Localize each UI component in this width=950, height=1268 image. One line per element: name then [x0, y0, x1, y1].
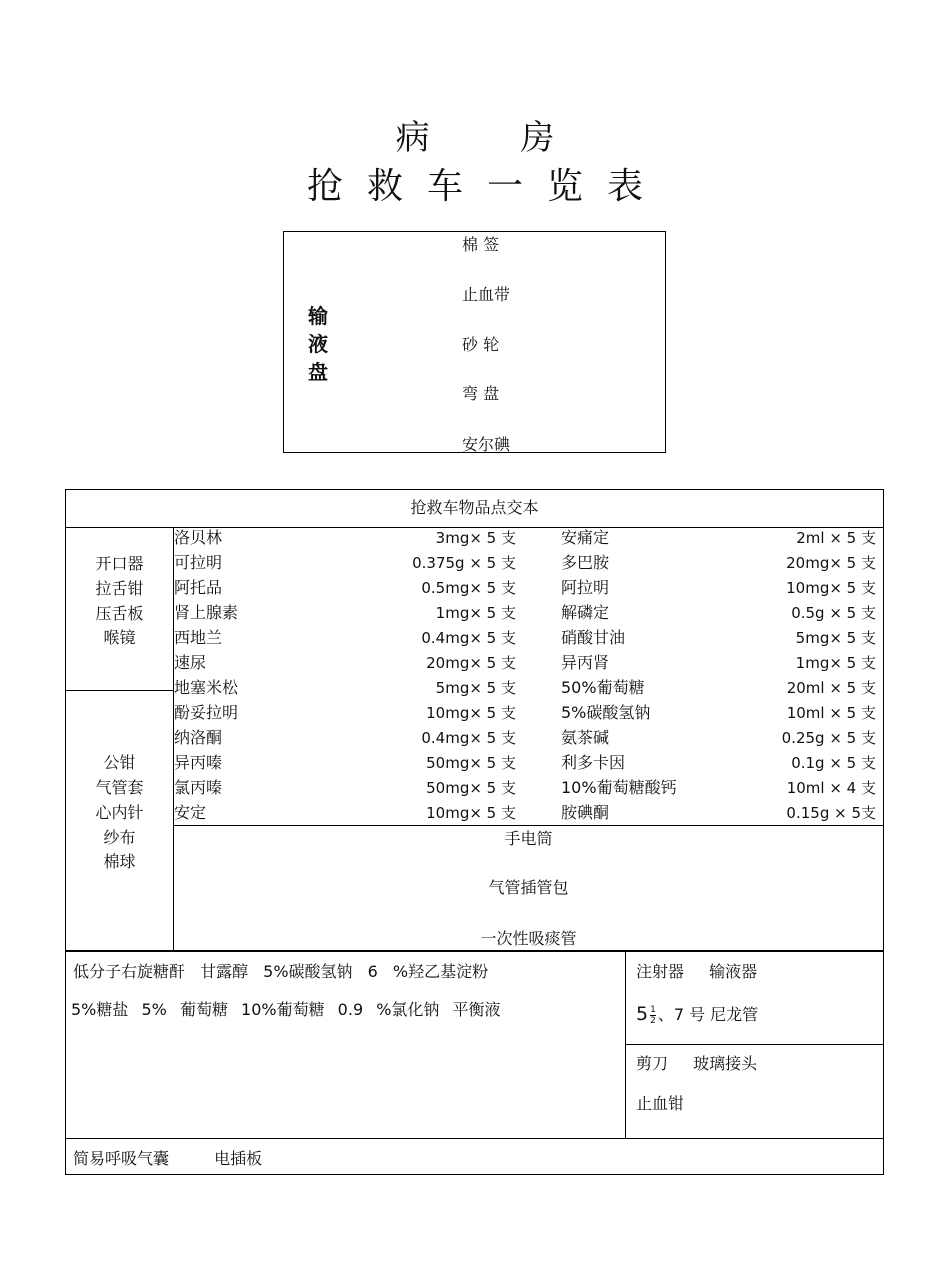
infusion-tray-label: 输液盘	[308, 304, 328, 384]
drug-dose: 1mg× 5 支	[435, 604, 516, 622]
drug-name: 西地兰	[174, 628, 223, 647]
drug-name: 速尿	[174, 653, 207, 672]
drug-name: 利多卡因	[561, 753, 626, 772]
drug-dose: 50mg× 5 支	[426, 779, 516, 797]
drug-name: 肾上腺素	[174, 603, 239, 622]
drug-dose: 10ml × 4 支	[786, 779, 876, 797]
needle-size-fraction	[650, 1005, 656, 1026]
drug-name: 氯丙嗪	[174, 778, 223, 797]
drug-dose: 10ml × 5 支	[786, 704, 876, 722]
tool-item: 公钳	[103, 753, 136, 772]
drug-dose: 0.4mg× 5 支	[421, 729, 516, 747]
drug-name: 异丙嗪	[174, 753, 223, 772]
bottom-line: 简易呼吸气囊 电插板	[73, 1149, 263, 1168]
drug-dose: 0.5mg× 5 支	[421, 579, 516, 597]
drug-dose: 10mg× 5 支	[426, 804, 516, 822]
drug-name: 异丙肾	[561, 653, 610, 672]
tools-line: 剪刀 玻璃接头	[636, 1054, 758, 1073]
drug-name: 洛贝林	[174, 528, 223, 547]
tool-item: 喉镜	[103, 628, 136, 647]
checklist-table	[65, 489, 884, 1175]
fluids-line: 低分子右旋糖酐 甘露醇 5%碳酸氢钠 6 %羟乙基淀粉	[73, 962, 489, 981]
drug-dose: 3mg× 5 支	[435, 529, 516, 547]
tray-item: 弯 盘	[462, 384, 500, 403]
drug-name: 多巴胺	[561, 553, 610, 572]
needle-size-prefix: 5	[636, 1003, 649, 1025]
drug-dose: 0.1g × 5 支	[791, 754, 876, 772]
drug-name: 解磷定	[561, 603, 610, 622]
tool-item: 拉舌钳	[95, 579, 144, 598]
tool-item: 开口器	[95, 554, 144, 573]
needle-sizes	[636, 1004, 758, 1026]
tools-line: 止血钳	[636, 1094, 685, 1113]
drug-name: 纳洛酮	[174, 728, 223, 747]
divider	[66, 690, 174, 691]
page-title-cart-list: 抢救车一览表	[306, 166, 667, 207]
drug-dose: 20mg× 5 支	[786, 554, 876, 572]
fraction-denominator: 2	[650, 1016, 656, 1026]
drug-name: 可拉明	[174, 553, 223, 572]
drug-name: 胺碘酮	[561, 803, 610, 822]
drug-dose: 2ml × 5 支	[796, 529, 876, 547]
tray-item: 砂 轮	[462, 335, 500, 354]
drug-name: 氨茶碱	[561, 728, 610, 747]
divider	[173, 825, 883, 826]
drug-dose: 0.5g × 5 支	[791, 604, 876, 622]
drug-dose: 10mg× 5 支	[426, 704, 516, 722]
drug-name: 酚妥拉明	[174, 703, 239, 722]
drug-dose: 0.25g × 5 支	[781, 729, 876, 747]
divider	[66, 950, 883, 952]
tool-item: 纱布	[103, 828, 136, 847]
drug-name: 5%碳酸氢钠	[561, 703, 651, 722]
equipment-item: 气管插管包	[488, 878, 569, 897]
drug-name: 50%葡萄糖	[561, 678, 645, 697]
tray-item: 安尔碘	[462, 435, 511, 454]
drug-dose: 1mg× 5 支	[795, 654, 876, 672]
drug-name: 10%葡萄糖酸钙	[561, 778, 677, 797]
divider	[66, 1138, 883, 1139]
drug-name: 硝酸甘油	[561, 628, 626, 647]
infusion-tray-box	[283, 231, 666, 453]
fraction-numerator: 1	[650, 1005, 656, 1015]
drug-dose: 5mg× 5 支	[435, 679, 516, 697]
divider	[625, 1044, 883, 1045]
drug-dose: 0.375g × 5 支	[412, 554, 516, 572]
drug-dose: 20ml × 5 支	[786, 679, 876, 697]
tool-item: 棉球	[103, 852, 136, 871]
equipment-item: 手电筒	[504, 829, 553, 848]
drug-dose: 10mg× 5 支	[786, 579, 876, 597]
tool-item: 心内针	[95, 803, 144, 822]
tool-item: 压舌板	[95, 604, 144, 623]
tray-item: 棉 签	[462, 235, 500, 254]
checklist-title: 抢救车物品点交本	[410, 498, 539, 517]
tool-item: 气管套	[95, 778, 144, 797]
equipment-item: 一次性吸痰管	[480, 929, 577, 948]
drug-name: 阿托品	[174, 578, 223, 597]
drug-dose: 5mg× 5 支	[795, 629, 876, 647]
drug-name: 地塞米松	[174, 678, 239, 697]
injection-line: 注射器 输液器	[636, 962, 758, 981]
drug-dose: 20mg× 5 支	[426, 654, 516, 672]
fluids-line: 5%糖盐 5% 葡萄糖 10%葡萄糖 0.9 %氯化钠 平衡液	[71, 1000, 501, 1019]
drug-name: 阿拉明	[561, 578, 610, 597]
drug-name: 安定	[174, 803, 207, 822]
needle-size-suffix: 、7 号 尼龙管	[657, 1005, 759, 1024]
page-title-ward: 病 房	[395, 118, 595, 158]
drug-name: 安痛定	[561, 528, 610, 547]
drug-dose: 0.15g × 5支	[786, 804, 876, 822]
drug-dose: 50mg× 5 支	[426, 754, 516, 772]
drug-dose: 0.4mg× 5 支	[421, 629, 516, 647]
tray-item: 止血带	[462, 285, 511, 304]
